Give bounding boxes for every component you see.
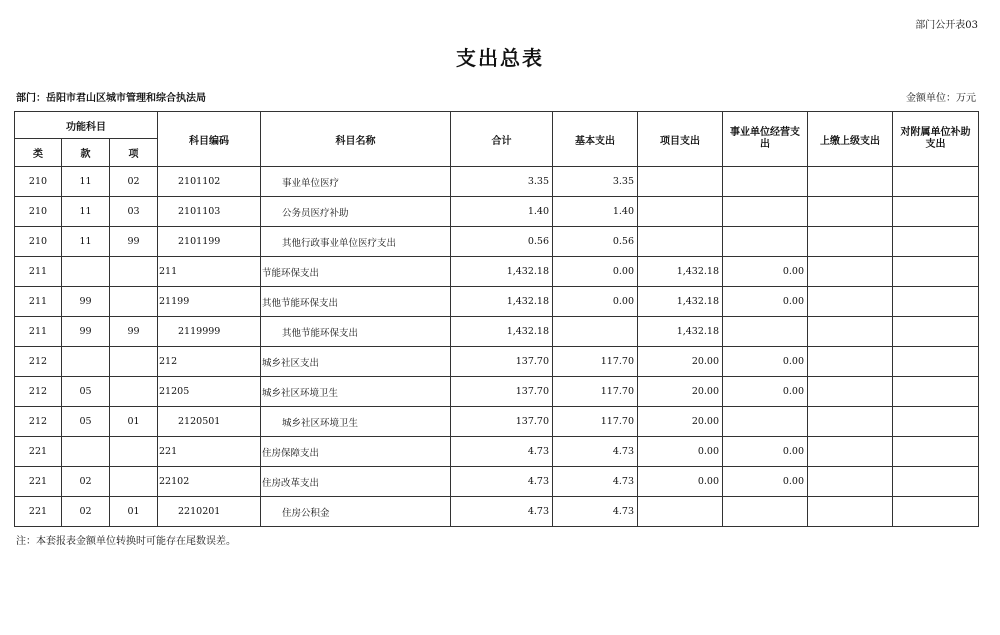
- cell-subject-name: 住房改革支出: [261, 467, 451, 497]
- cell-subsidy: [893, 257, 979, 287]
- cell-lei: 210: [15, 167, 62, 197]
- cell-subject-name: 事业单位医疗: [261, 167, 451, 197]
- cell-subject-code: 2101102: [158, 167, 261, 197]
- cell-subsidy: [893, 227, 979, 257]
- cell-lei: 210: [15, 227, 62, 257]
- cell-basic: 0.56: [553, 227, 638, 257]
- cell-kuan: 05: [62, 377, 110, 407]
- cell-total: 4.73: [451, 467, 553, 497]
- cell-subsidy: [893, 287, 979, 317]
- cell-kuan: 11: [62, 227, 110, 257]
- cell-subject-name: 城乡社区环境卫生: [261, 407, 451, 437]
- cell-lei: 221: [15, 497, 62, 527]
- cell-xiang: 01: [110, 407, 158, 437]
- cell-project: [638, 227, 723, 257]
- cell-subject-code: 21199: [158, 287, 261, 317]
- cell-subject-name: 其他行政事业单位医疗支出: [261, 227, 451, 257]
- cell-xiang: [110, 257, 158, 287]
- cell-kuan: 11: [62, 167, 110, 197]
- cell-basic: 0.00: [553, 287, 638, 317]
- cell-lei: 212: [15, 377, 62, 407]
- cell-xiang: [110, 467, 158, 497]
- cell-lei: 211: [15, 317, 62, 347]
- table-row: [15, 227, 979, 257]
- footnote: 注：本套报表金额单位转换时可能存在尾数误差。: [16, 536, 236, 547]
- header-functional-subject: 功能科目: [15, 112, 158, 139]
- cell-business: [723, 167, 808, 197]
- header-subject-name: 科目名称: [261, 112, 451, 167]
- cell-xiang: 03: [110, 197, 158, 227]
- cell-business: [723, 407, 808, 437]
- cell-lei: 210: [15, 197, 62, 227]
- cell-xiang: [110, 377, 158, 407]
- cell-subject-code: 2101103: [158, 197, 261, 227]
- cell-xiang: 02: [110, 167, 158, 197]
- cell-kuan: 02: [62, 497, 110, 527]
- cell-subject-name: 住房公积金: [261, 497, 451, 527]
- cell-xiang: 01: [110, 497, 158, 527]
- cell-project: 20.00: [638, 407, 723, 437]
- cell-xiang: [110, 437, 158, 467]
- cell-upper: [808, 467, 893, 497]
- cell-xiang: [110, 347, 158, 377]
- cell-business: 0.00: [723, 437, 808, 467]
- header-kuan: 款: [62, 139, 110, 167]
- cell-lei: 221: [15, 437, 62, 467]
- table-row: [15, 317, 979, 347]
- header-total: 合计: [451, 112, 553, 167]
- cell-subsidy: [893, 317, 979, 347]
- cell-subsidy: [893, 407, 979, 437]
- cell-upper: [808, 317, 893, 347]
- cell-kuan: 99: [62, 287, 110, 317]
- cell-subject-code: 2210201: [158, 497, 261, 527]
- cell-business: [723, 317, 808, 347]
- cell-total: 4.73: [451, 437, 553, 467]
- expenditure-table: [14, 111, 979, 527]
- cell-basic: 117.70: [553, 407, 638, 437]
- table-body: [15, 167, 979, 527]
- cell-total: 0.56: [451, 227, 553, 257]
- cell-subsidy: [893, 197, 979, 227]
- cell-basic: 1.40: [553, 197, 638, 227]
- cell-kuan: 02: [62, 467, 110, 497]
- table-row: [15, 197, 979, 227]
- cell-subject-code: 22102: [158, 467, 261, 497]
- cell-kuan: 99: [62, 317, 110, 347]
- cell-total: 4.73: [451, 497, 553, 527]
- cell-upper: [808, 377, 893, 407]
- cell-total: 137.70: [451, 377, 553, 407]
- cell-subject-code: 2101199: [158, 227, 261, 257]
- table-row: [15, 407, 979, 437]
- cell-project: [638, 197, 723, 227]
- cell-upper: [808, 197, 893, 227]
- cell-total: 3.35: [451, 167, 553, 197]
- table-row: [15, 257, 979, 287]
- cell-project: 1,432.18: [638, 287, 723, 317]
- cell-upper: [808, 167, 893, 197]
- cell-subject-name: 其他节能环保支出: [261, 317, 451, 347]
- header-business-expenditure: 事业单位经营支出: [723, 112, 808, 167]
- cell-total: 1,432.18: [451, 317, 553, 347]
- cell-xiang: 99: [110, 317, 158, 347]
- table-row: [15, 167, 979, 197]
- cell-upper: [808, 407, 893, 437]
- cell-subsidy: [893, 167, 979, 197]
- cell-upper: [808, 437, 893, 467]
- cell-subsidy: [893, 347, 979, 377]
- cell-project: 1,432.18: [638, 317, 723, 347]
- cell-kuan: [62, 437, 110, 467]
- cell-basic: [553, 317, 638, 347]
- cell-xiang: 99: [110, 227, 158, 257]
- cell-subsidy: [893, 467, 979, 497]
- cell-upper: [808, 347, 893, 377]
- cell-subject-code: 21205: [158, 377, 261, 407]
- cell-subject-code: 221: [158, 437, 261, 467]
- cell-lei: 221: [15, 467, 62, 497]
- cell-lei: 211: [15, 257, 62, 287]
- cell-business: [723, 197, 808, 227]
- cell-basic: 4.73: [553, 467, 638, 497]
- cell-total: 1,432.18: [451, 287, 553, 317]
- cell-subject-code: 212: [158, 347, 261, 377]
- header-basic-expenditure: 基本支出: [553, 112, 638, 167]
- cell-subject-name: 城乡社区环境卫生: [261, 377, 451, 407]
- cell-upper: [808, 257, 893, 287]
- cell-subject-name: 节能环保支出: [261, 257, 451, 287]
- cell-subsidy: [893, 377, 979, 407]
- header-project-expenditure: 项目支出: [638, 112, 723, 167]
- cell-project: 0.00: [638, 437, 723, 467]
- table-row: [15, 467, 979, 497]
- cell-project: 0.00: [638, 467, 723, 497]
- cell-subject-code: 2120501: [158, 407, 261, 437]
- cell-basic: 4.73: [553, 437, 638, 467]
- amount-unit-label: 金额单位：万元: [906, 93, 976, 104]
- cell-business: 0.00: [723, 257, 808, 287]
- table-row: [15, 437, 979, 467]
- cell-upper: [808, 497, 893, 527]
- cell-basic: 117.70: [553, 377, 638, 407]
- table-row: [15, 287, 979, 317]
- cell-subject-code: 211: [158, 257, 261, 287]
- cell-project: [638, 497, 723, 527]
- cell-subject-name: 公务员医疗补助: [261, 197, 451, 227]
- form-number: 部门公开表03: [915, 20, 978, 31]
- cell-subject-code: 2119999: [158, 317, 261, 347]
- cell-total: 1,432.18: [451, 257, 553, 287]
- cell-basic: 4.73: [553, 497, 638, 527]
- cell-business: [723, 227, 808, 257]
- cell-basic: 117.70: [553, 347, 638, 377]
- cell-subsidy: [893, 497, 979, 527]
- cell-basic: 3.35: [553, 167, 638, 197]
- cell-kuan: [62, 257, 110, 287]
- cell-total: 1.40: [451, 197, 553, 227]
- header-subsidiary-subsidy: 对附属单位补助支出: [893, 112, 979, 167]
- table-row: [15, 347, 979, 377]
- cell-lei: 212: [15, 407, 62, 437]
- cell-upper: [808, 287, 893, 317]
- cell-subject-name: 住房保障支出: [261, 437, 451, 467]
- cell-total: 137.70: [451, 347, 553, 377]
- cell-business: 0.00: [723, 467, 808, 497]
- cell-business: 0.00: [723, 347, 808, 377]
- cell-project: 20.00: [638, 347, 723, 377]
- header-upper-payment: 上缴上级支出: [808, 112, 893, 167]
- cell-kuan: 05: [62, 407, 110, 437]
- cell-project: 1,432.18: [638, 257, 723, 287]
- department-label: 部门：岳阳市君山区城市管理和综合执法局: [16, 93, 206, 104]
- header-xiang: 项: [110, 139, 158, 167]
- cell-business: 0.00: [723, 287, 808, 317]
- cell-business: [723, 497, 808, 527]
- table-row: [15, 377, 979, 407]
- cell-upper: [808, 227, 893, 257]
- page-title: 支出总表: [456, 46, 544, 70]
- cell-xiang: [110, 287, 158, 317]
- cell-lei: 212: [15, 347, 62, 377]
- cell-business: 0.00: [723, 377, 808, 407]
- cell-subsidy: [893, 437, 979, 467]
- cell-project: 20.00: [638, 377, 723, 407]
- header-lei: 类: [15, 139, 62, 167]
- header-subject-code: 科目编码: [158, 112, 261, 167]
- cell-total: 137.70: [451, 407, 553, 437]
- cell-kuan: 11: [62, 197, 110, 227]
- cell-basic: 0.00: [553, 257, 638, 287]
- table-row: [15, 497, 979, 527]
- cell-subject-name: 城乡社区支出: [261, 347, 451, 377]
- cell-project: [638, 167, 723, 197]
- cell-lei: 211: [15, 287, 62, 317]
- cell-subject-name: 其他节能环保支出: [261, 287, 451, 317]
- cell-kuan: [62, 347, 110, 377]
